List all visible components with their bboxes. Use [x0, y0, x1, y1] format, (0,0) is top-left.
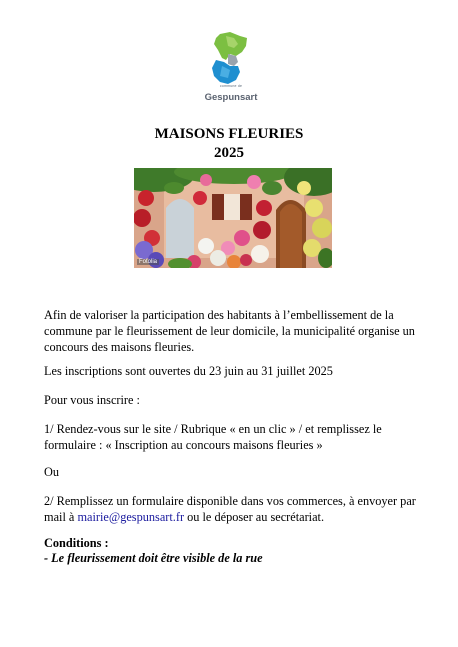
municipality-logo — [200, 32, 262, 108]
email-link[interactable]: mairie@gespunsart.fr — [77, 510, 185, 524]
page-title — [0, 125, 458, 163]
logo-tagline: commune de — [219, 84, 243, 88]
flower-house-photo — [134, 168, 332, 268]
photo-watermark: Fotolia — [139, 259, 158, 265]
how-to-register: Pour vous inscrire : — [44, 393, 140, 407]
intro-paragraph: Afin de valoriser la participation des habitants à l’embellissement de la commune par le fleurissement de leur domicile, la municipalité organise un concours des maisons fleuries. — [44, 308, 415, 354]
option-2-text-before: 2/ Remplissez un formulaire disponible dans vos commerces, à envoyer par mail à — [44, 494, 416, 524]
conditions-title: Conditions : — [44, 536, 109, 550]
flower-house-image — [134, 168, 332, 268]
option-2-paragraph — [44, 493, 424, 525]
option-2-text-after: ou le déposer au secrétariat. — [184, 510, 325, 524]
logo-map-icon — [200, 32, 262, 88]
dates-paragraph: Les inscriptions sont ouvertes du 23 juin au 31 juillet 2025 — [44, 364, 333, 378]
option-1-paragraph: 1/ Rendez-vous sur le site / Rubrique « en un clic » / et remplissez le formulaire : « Inscription au concours maisons fleuries » — [44, 422, 382, 452]
condition-1: - Le fleurissement doit être visible de la rue — [44, 551, 263, 565]
title-line-1: MAISONS FLEURIES — [154, 126, 304, 142]
title-line-2: 2025 — [214, 145, 244, 161]
logo-name: Gespunsart — [204, 92, 258, 103]
or-text: Ou — [44, 465, 60, 479]
